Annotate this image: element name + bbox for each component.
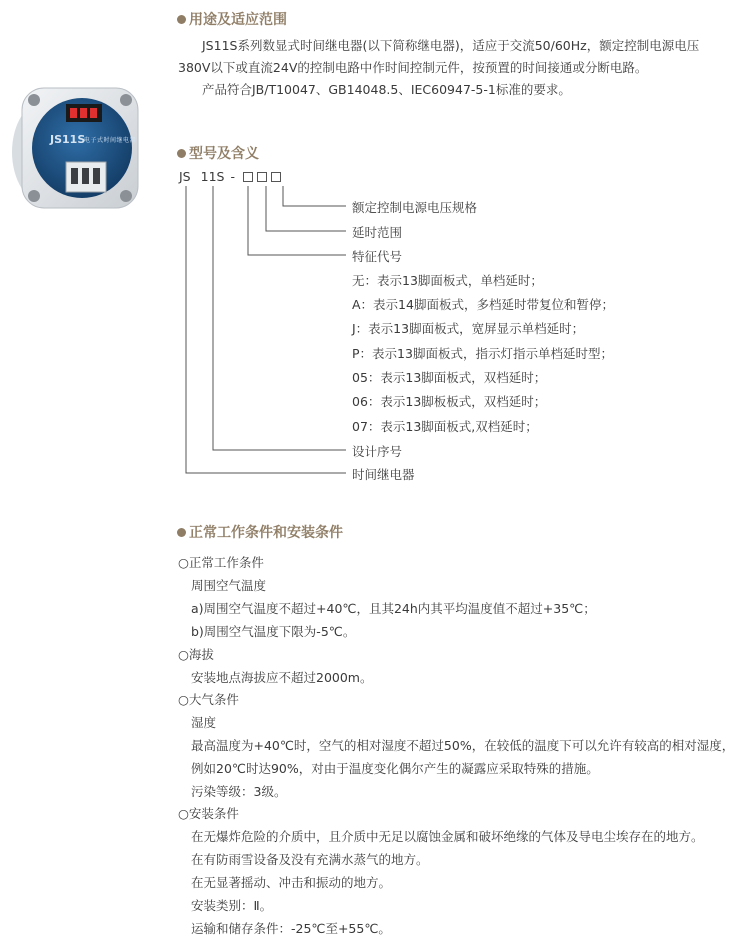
cond-line: 在无爆炸危险的介质中，且介质中无足以腐蚀金属和破坏绝缘的气体及导电尘埃存在的地方。 (191, 829, 704, 844)
label-relay: 时间继电器 (352, 467, 415, 482)
cond-line: 安装类别：Ⅱ。 (191, 898, 273, 913)
product-brand: JS11S (50, 133, 86, 146)
label-feature-none: 无：表示13脚面板式，单档延时； (352, 273, 543, 288)
label-feature-p: P：表示13脚面板式，指示灯指示单档延时型； (352, 346, 613, 361)
relay-casing-graphic (8, 82, 140, 212)
cond-line: 湿度 (191, 715, 217, 730)
label-feature-06: 06：表示13脚板板式，双档延时； (352, 394, 547, 409)
label-feature-j: J：表示13脚面板式，宽屏显示单档延时； (352, 321, 585, 336)
cond-line: 在有防雨雪设备及没有充满水蒸气的地方。 (191, 852, 429, 867)
product-brand-sub: 电子式时间继电器 (84, 137, 137, 144)
cond-line: 安装地点海拔应不超过2000m。 (191, 670, 373, 685)
cond-heading-normal: ○正常工作条件 (178, 555, 264, 570)
model-diagram (170, 160, 690, 490)
label-feature-a: A：表示14脚面板式，多档延时带复位和暂停； (352, 297, 614, 312)
label-delay: 延时范围 (352, 225, 403, 240)
cond-line: 例如20℃时达90%，对由于温度变化偶尔产生的凝露应采取特殊的措施。 (191, 761, 599, 776)
section-heading-model: 型号及含义 (177, 143, 259, 163)
cond-heading-atmosphere: ○大气条件 (178, 692, 239, 707)
product-image (8, 82, 140, 212)
cond-heading-altitude: ○海拔 (178, 647, 214, 662)
label-feature-05: 05：表示13脚面板式，双档延时； (352, 370, 547, 385)
label-feature: 特征代号 (352, 249, 403, 264)
section-heading-usage: 用途及适应范围 (177, 9, 287, 29)
cond-line: 周围空气温度 (191, 578, 267, 593)
cond-line: 在无显著摇动、冲击和振动的地方。 (191, 875, 392, 890)
section-heading-conditions: 正常工作条件和安装条件 (177, 522, 343, 542)
bullet-dot-icon (177, 149, 186, 158)
label-voltage: 额定控制电源电压规格 (352, 200, 478, 215)
label-feature-07: 07：表示13脚面板式,双档延时； (352, 419, 538, 434)
cond-line: a)周围空气温度不超过+40℃，且其24h内其平均温度值不超过+35℃； (191, 601, 596, 616)
usage-paragraph: JS11S系列数显式时间继电器(以下简称继电器)，适应于交流50/60Hz，额定控制电源电压 380V以下或直流24V的控制电路中作时间控制元件，按预置的时间接通或分断电路。 产品符合JB/T10047、GB14048.5、IEC60947-5-1标准的要求。 (178, 38, 700, 97)
bullet-dot-icon (177, 15, 186, 24)
model-code: JS 11S - (179, 169, 283, 184)
cond-heading-installation: ○安装条件 (178, 806, 239, 821)
cond-line: 污染等级：3级。 (191, 784, 287, 799)
cond-line: 最高温度为+40℃时，空气的相对湿度不超过50%，在较低的温度下可以允许有较高的相对湿度， (191, 738, 735, 753)
bullet-dot-icon (177, 528, 186, 537)
cond-line: 运输和储存条件：-25℃至+55℃。 (191, 921, 391, 936)
cond-line: b)周围空气温度下限为-5℃。 (191, 624, 356, 639)
label-design: 设计序号 (352, 444, 403, 459)
